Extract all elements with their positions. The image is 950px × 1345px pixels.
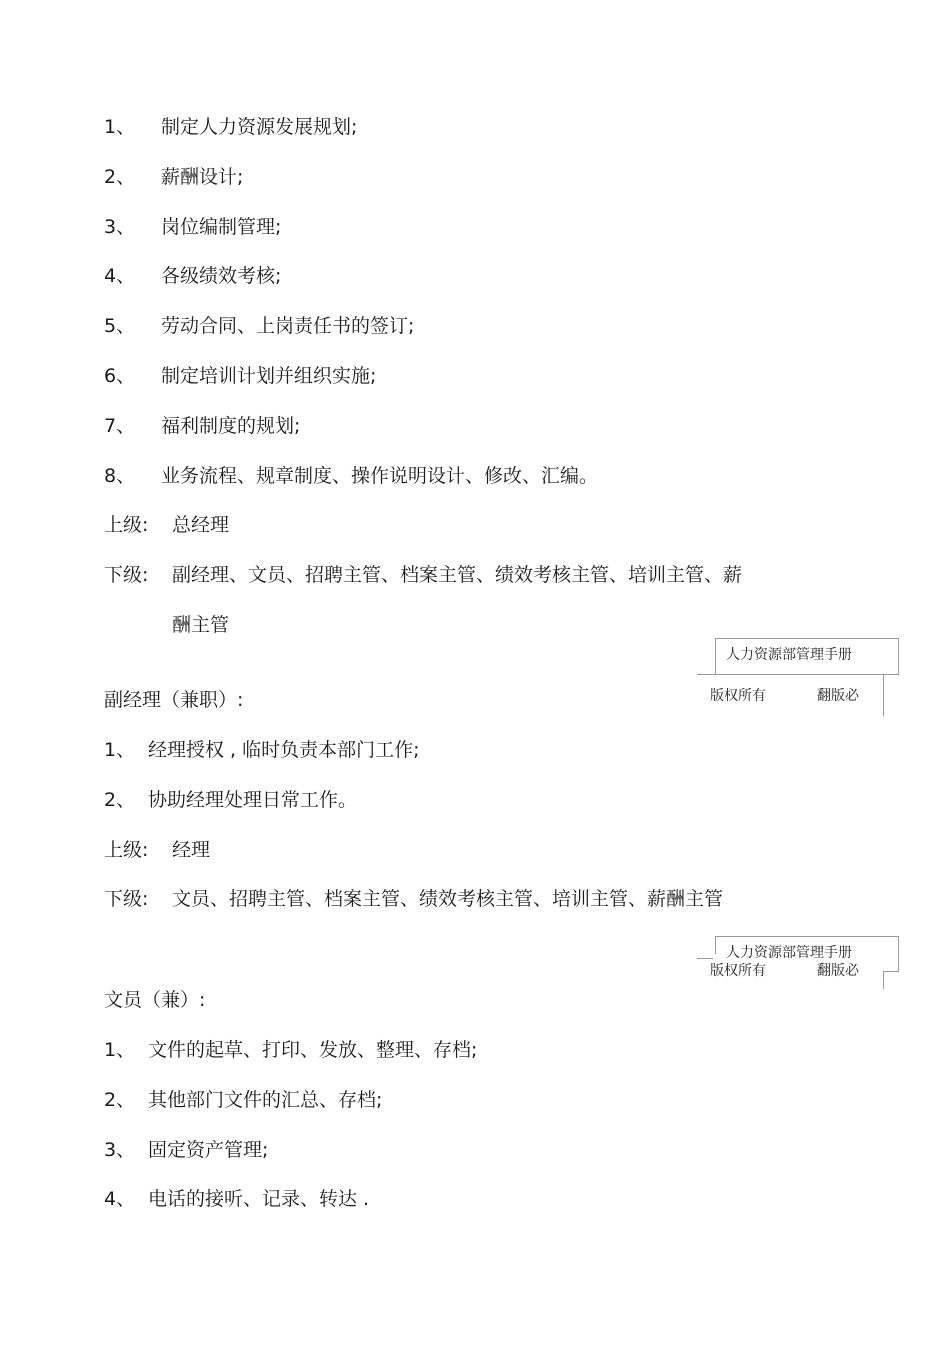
manager-superior <box>104 512 229 538</box>
stamp-border-right <box>898 936 899 972</box>
superior-label: 上级: <box>104 514 149 536</box>
manager-duty-5 <box>104 313 414 339</box>
manager-duty-3 <box>104 214 281 240</box>
duty-text: 固定资产管理; <box>148 1139 269 1161</box>
duty-text: 文件的起草、打印、发放、整理、存档; <box>148 1039 478 1061</box>
stamp-no-copy: 翻版必 <box>817 688 859 704</box>
duty-text: 其他部门文件的汇总、存档; <box>148 1089 383 1111</box>
clerk-heading: 文员（兼）: <box>104 989 206 1011</box>
list-number: 8、 <box>104 465 136 487</box>
duty-text: 岗位编制管理; <box>161 216 282 238</box>
list-number: 3、 <box>104 1139 136 1161</box>
list-number: 6、 <box>104 365 136 387</box>
list-number: 2、 <box>104 789 136 811</box>
manager-subordinates <box>104 562 742 588</box>
subordinate-value: 副经理、文员、招聘主管、档案主管、绩效考核主管、培训主管、薪 <box>172 564 743 586</box>
duty-text: 薪酬设计; <box>161 166 244 188</box>
subordinate-value: 文员、招聘主管、档案主管、绩效考核主管、培训主管、薪酬主管 <box>172 888 724 910</box>
subordinate-label: 下级: <box>104 564 149 586</box>
duty-text: 制定人力资源发展规划; <box>161 116 358 138</box>
stamp-border-top <box>715 638 899 639</box>
superior-value: 总经理 <box>172 514 230 536</box>
manager-duty-1 <box>104 114 357 140</box>
stamp-border-left <box>715 936 716 954</box>
stamp-border-lower-right <box>883 971 884 989</box>
list-number: 2、 <box>104 166 136 188</box>
manager-duty-2 <box>104 164 243 190</box>
deputy-duty-2 <box>104 787 357 813</box>
list-number: 5、 <box>104 315 136 337</box>
stamp-border-left <box>715 638 716 674</box>
list-number: 3、 <box>104 216 136 238</box>
duty-text: 电话的接听、记录、转达 . <box>148 1188 370 1210</box>
stamp-title: 人力资源部管理手册 <box>726 945 852 961</box>
list-number: 7、 <box>104 415 136 437</box>
stamp-copyright: 版权所有 <box>710 963 766 979</box>
stamp-border-right <box>898 638 899 674</box>
subordinate-label: 下级: <box>104 888 149 910</box>
list-number: 1、 <box>104 1039 136 1061</box>
clerk-duty-4 <box>104 1186 369 1212</box>
duty-text: 经理授权 , 临时负责本部门工作; <box>148 739 420 761</box>
superior-label: 上级: <box>104 839 149 861</box>
stamp-border-middle <box>884 971 899 972</box>
list-number: 1、 <box>104 739 136 761</box>
manager-duty-7 <box>104 413 300 439</box>
stamp-no-copy: 翻版必 <box>817 963 859 979</box>
stamp-border-lower-right <box>883 674 884 716</box>
deputy-heading: 副经理（兼职）: <box>104 689 244 711</box>
stamp-title: 人力资源部管理手册 <box>726 647 852 663</box>
manager-duty-6 <box>104 363 376 389</box>
deputy-duty-1 <box>104 737 420 763</box>
list-number: 4、 <box>104 1188 136 1210</box>
stamp-border-tick <box>697 958 713 959</box>
duty-text: 各级绩效考核; <box>161 265 282 287</box>
clerk-duty-1 <box>104 1037 477 1063</box>
stamp-border-middle <box>697 674 899 675</box>
deputy-subordinates <box>104 886 723 912</box>
duty-text: 业务流程、规章制度、操作说明设计、修改、汇编。 <box>161 465 599 487</box>
list-number: 1、 <box>104 116 136 138</box>
manager-duty-8 <box>104 463 598 489</box>
deputy-superior <box>104 837 210 863</box>
manager-subordinates-continued: 酬主管 <box>172 614 230 636</box>
duty-text: 协助经理处理日常工作。 <box>148 789 358 811</box>
stamp-border-top <box>715 936 899 937</box>
clerk-duty-3 <box>104 1137 268 1163</box>
stamp-copyright: 版权所有 <box>710 688 766 704</box>
list-number: 4、 <box>104 265 136 287</box>
superior-value: 经理 <box>172 839 211 861</box>
duty-text: 制定培训计划并组织实施; <box>161 365 377 387</box>
list-number: 2、 <box>104 1089 136 1111</box>
clerk-duty-2 <box>104 1087 382 1113</box>
manager-duty-4 <box>104 263 281 289</box>
duty-text: 福利制度的规划; <box>161 415 301 437</box>
duty-text: 劳动合同、上岗责任书的签订; <box>161 315 415 337</box>
